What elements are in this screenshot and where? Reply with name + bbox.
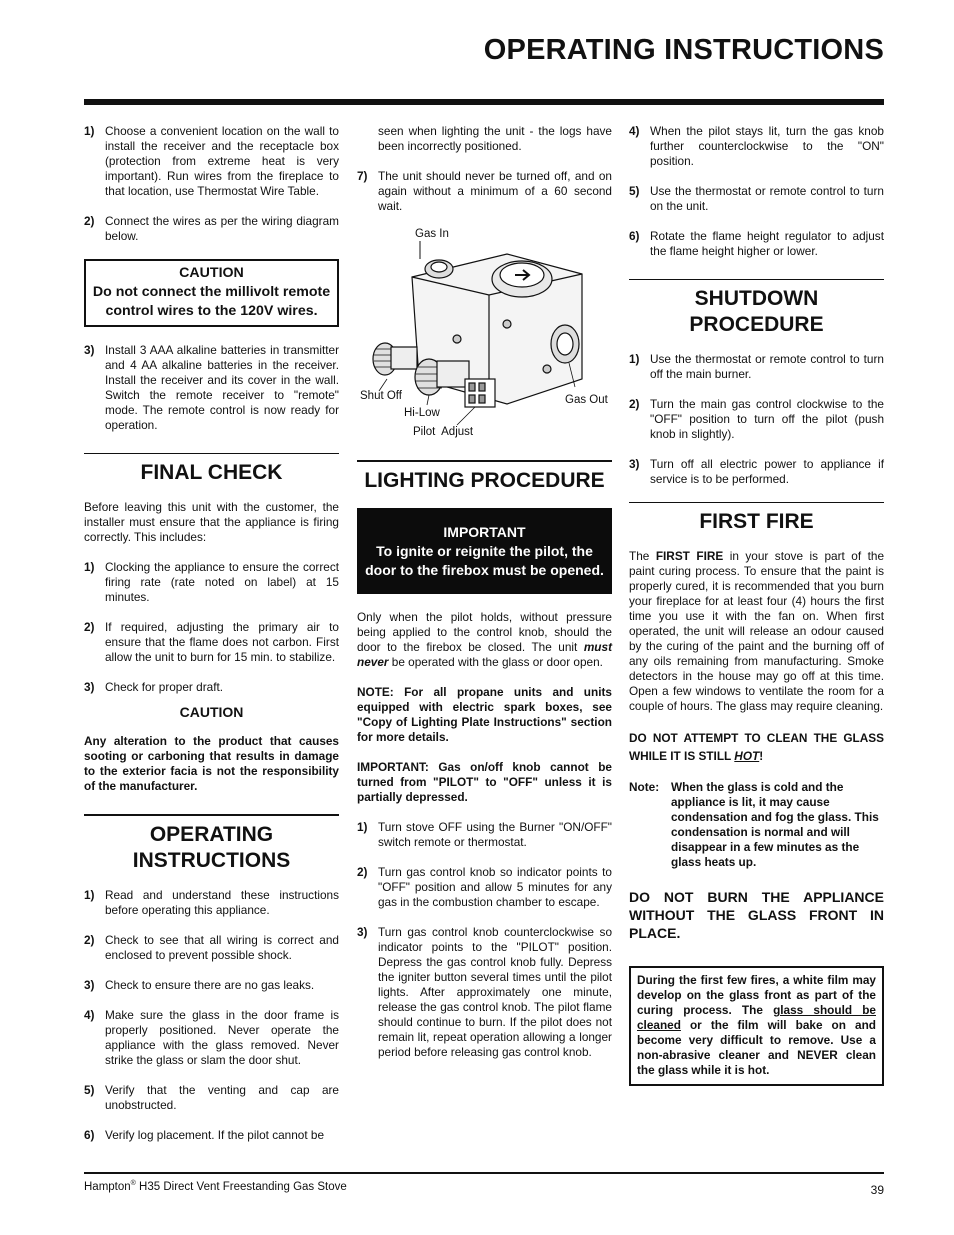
column-right <box>629 124 884 1086</box>
list-item: 2) Turn the main gas control clockwise to the "OFF" position to turn off the pilot (push knob in slightly). <box>629 397 884 441</box>
caution-text: Any alteration to the product that causes sooting or carboning that results in damage to the exterior facia is not the responsibility of the manufacturer. <box>84 734 339 793</box>
dont-burn-warning: DO NOT BURN THE APPLIANCE WITHOUT THE GLASS FRONT IN PLACE. <box>629 889 884 941</box>
list-item: 3) Check for proper draft. <box>84 680 224 694</box>
condensation-note: Note: When the glass is cold and the appliance is lit, it may cause condensation and fog the glass. This condensation is normal and will disappear in a few minutes as the glass heats up. <box>629 780 879 869</box>
important-box <box>357 508 612 594</box>
list-item: 7) The unit should never be turned off, and on again without a minimum of a 60 second wait. <box>357 169 612 213</box>
propane-note: NOTE: For all propane units and units equipped with electric spark boxes, see "Copy of Lighting Plate Instructions" section for more details. <box>357 685 612 744</box>
pilot-adjust-label: Pilot Adjust <box>413 426 474 438</box>
header-rule <box>84 99 884 105</box>
list-item: 4) Make sure the glass in the door frame is properly positioned. Never operate the appliance with the glass removed. Never strike the glass or slam the door shut. <box>84 1008 339 1067</box>
list-item: 3) Check to ensure there are no gas leaks. <box>84 978 315 992</box>
column-left <box>84 124 339 1158</box>
list-item: 6) Rotate the flame height regulator to adjust the flame height higher or lower. <box>629 229 884 258</box>
dont-clean-warning: DO NOT ATTEMPT TO CLEAN THE GLASS WHILE IT IS STILL HOT! <box>629 731 884 763</box>
operating-heading: OPERATING INSTRUCTIONS <box>84 814 339 874</box>
shut-off-label: Shut Off <box>360 390 402 402</box>
page-number: 39 <box>870 1183 884 1197</box>
footer-model: Hampton® H35 Direct Vent Freestanding Gas Stove <box>84 1180 347 1193</box>
list-item: 2) If required, adjusting the primary air to ensure that the flame does not carbon. First allow the unit to burn for 15 min. to stabilize. <box>84 620 339 664</box>
list-item: 6) Verify log placement. If the pilot cannot be <box>84 1128 325 1142</box>
list-item: 1) Choose a convenient location on the wall to install the receiver and the receptacle box (protection from extreme heat is very important). Run wires from the fireplace to that location, use Thermostat Wire Table. <box>84 124 339 198</box>
list-item: 1) Use the thermostat or remote control to turn off the main burner. <box>629 352 884 381</box>
list-item: 2) Turn gas control knob so indicator points to "OFF" position and allow 5 minutes for any gas in the combustion chamber to escape. <box>357 865 612 909</box>
lighting-paragraph: Only when the pilot holds, without pressure being applied to the control knob, should the door to the firebox be closed. The unit must never be operated with the glass or door open. <box>357 610 612 669</box>
list-item: 3) Turn gas control knob counterclockwise so indicator points to the "PILOT" position. Depress the gas control knob fully. Depress the igniter button several times until the pilot lights. After approximately one minute, release the gas control knob. The pilot flame should continue to burn. If the pilot does not remain lit, repeat operation allowing a longer period before releasing gas control knob. <box>357 925 612 1059</box>
caution-heading: CAUTION <box>179 704 244 720</box>
caution-title: CAUTION <box>179 265 244 281</box>
list-item: 2) Connect the wires as per the wiring diagram below. <box>84 214 339 243</box>
knob-note: IMPORTANT: Gas on/off knob cannot be turned from "PILOT" to "OFF" unless it is partially depressed. <box>357 760 612 804</box>
curing-box: During the first few fires, a white film may develop on the glass front as part of the curing process. The glass should be cleaned or the film will bake on and become very difficult to remove. Use a non-abrasive cleaner and NEVER clean the glass while it is hot. <box>629 966 884 1086</box>
first-fire-heading: FIRST FIRE <box>629 502 884 535</box>
list-item-continued: seen when lighting the unit - the logs have been incorrectly positioned. <box>378 124 612 153</box>
list-item: 5) Use the thermostat or remote control to turn on the unit. <box>629 184 884 213</box>
shutdown-heading: SHUTDOWN PROCEDURE <box>629 279 884 338</box>
list-item: 1) Turn stove OFF using the Burner "ON/OFF" switch remote or thermostat. <box>357 820 612 849</box>
final-check-heading: FINAL CHECK <box>84 453 339 486</box>
list-item: 5) Verify that the venting and cap are unobstructed. <box>84 1083 339 1112</box>
caution-text: Do not connect the millivolt remote control wires to the 120V wires. <box>92 284 331 319</box>
gas-in-label: Gas In <box>415 228 449 240</box>
list-item: 1) Read and understand these instructions before operating this appliance. <box>84 888 339 917</box>
list-item: 1) Clocking the appliance to ensure the correct firing rate (rate noted on label) at 15 minutes. <box>84 560 339 604</box>
gas-valve-illustration <box>357 229 612 444</box>
list-item: 3) Turn off all electric power to appliance if service is to be performed. <box>629 457 884 486</box>
footer-rule <box>84 1172 884 1174</box>
column-middle <box>357 124 612 1075</box>
final-check-intro: Before leaving this unit with the customer, the installer must ensure that the appliance is firing correctly. This includes: <box>84 500 339 544</box>
list-item: 2) Check to see that all wiring is correct and enclosed to prevent possible shock. <box>84 933 339 962</box>
list-item: 4) When the pilot stays lit, turn the gas knob further counterclockwise to the "ON" position. <box>629 124 884 168</box>
hi-low-label: Hi-Low <box>404 407 440 419</box>
important-text: To ignite or reignite the pilot, the door to the firebox must be opened. <box>365 543 604 578</box>
first-fire-paragraph: The FIRST FIRE in your stove is part of the paint curing process. To ensure that the paint is properly cured, it is recommended that you burn your fireplace for at least four (4) hours the first time you use it with the fan on. When first operated, the unit will release an odour caused by the curing of the paint and the burning off of any oils remaining from manufacturing. Smoke detectors in the house may go off at this time. Open a few windows to ventilate the room for a couple of hours. The glass may require cleaning. <box>629 549 885 713</box>
lighting-heading: LIGHTING PROCEDURE <box>357 460 612 494</box>
gas-valve-figure <box>357 229 612 444</box>
caution-box <box>84 259 339 327</box>
important-title: IMPORTANT <box>443 524 526 540</box>
page-title: OPERATING INSTRUCTIONS <box>483 34 884 66</box>
list-item: 3) Install 3 AAA alkaline batteries in transmitter and 4 AA alkaline batteries in the receiver. Install the receiver and its cover in the wall. Switch the remote receiver to "remote" mode. The remote control is now ready for operation. <box>84 343 339 432</box>
gas-out-label: Gas Out <box>565 394 608 406</box>
